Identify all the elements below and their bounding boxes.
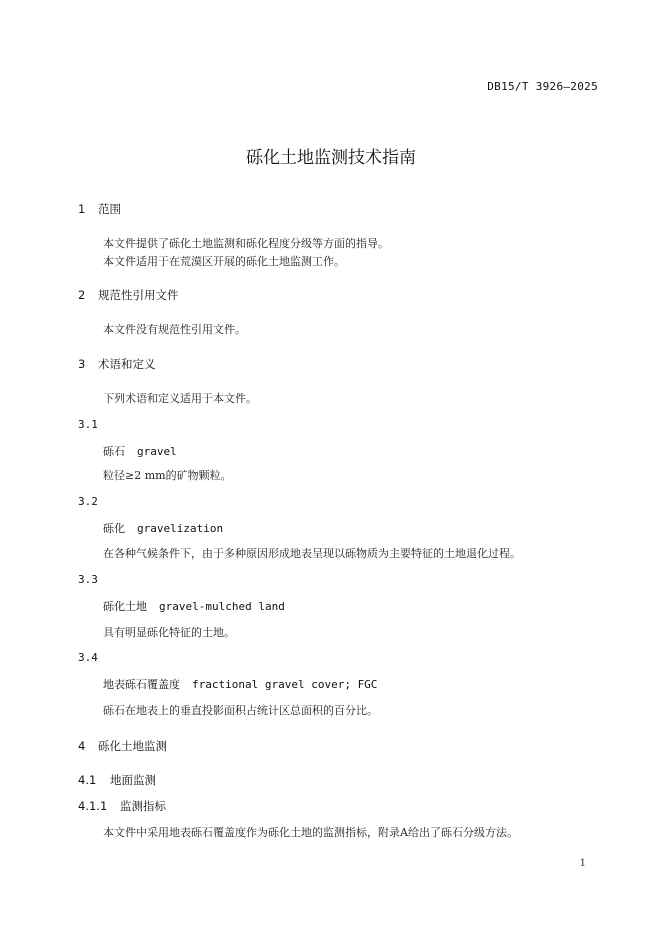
section-2-heading: [78, 287, 179, 303]
term-english: gravel: [137, 445, 177, 458]
section-1-title: 范围: [98, 202, 121, 216]
document-number: DB15/T 3926—2025: [487, 80, 598, 93]
subsection-4-1-1-number: 4.1.1: [78, 799, 108, 813]
subsection-4-1-1-heading: [78, 798, 166, 814]
document-title: 砾化土地监测技术指南: [246, 148, 416, 168]
section-4-heading: [78, 738, 167, 754]
term-definition: 在各种气候条件下，由于多种原因形成地表呈现以砾物质为主要特征的土地退化过程。: [103, 547, 521, 560]
section-3-heading: [78, 356, 156, 372]
term-number: 3.4: [78, 651, 98, 664]
term-chinese: 砾化土地: [103, 600, 147, 613]
subsection-4-1-title: 地面监测: [110, 773, 156, 787]
subsection-4-1-heading: [78, 772, 156, 788]
section-1-paragraph-2: 本文件适用于在荒漠区开展的砾化土地监测工作。: [103, 255, 345, 268]
section-3-title: 术语和定义: [98, 357, 156, 371]
section-2-paragraph-1: 本文件没有规范性引用文件。: [103, 323, 246, 336]
term-number: 3.2: [78, 495, 98, 508]
section-3-paragraph-1: 下列术语和定义适用于本文件。: [103, 392, 257, 405]
section-2-number: 2: [78, 288, 86, 302]
term-definition: 具有明显砾化特征的土地。: [103, 626, 235, 639]
term-number: 3.1: [78, 418, 98, 431]
term-english: fractional gravel cover; FGC: [192, 678, 378, 691]
term-entry: [103, 598, 285, 614]
subsection-4-1-1-paragraph-1: 本文件中采用地表砾石覆盖度作为砾化土地的监测指标，附录A给出了砾石分级方法。: [103, 826, 518, 839]
term-definition: 砾石在地表上的垂直投影面积占统计区总面积的百分比。: [103, 704, 378, 717]
term-english: gravelization: [137, 522, 224, 535]
term-english: gravel-mulched land: [159, 600, 285, 613]
term-entry: [103, 520, 223, 536]
section-4-number: 4: [78, 739, 86, 753]
term-chinese: 砾化: [103, 522, 125, 535]
section-4-title: 砾化土地监测: [98, 739, 167, 753]
section-1-number: 1: [78, 202, 86, 216]
section-1-paragraph-1: 本文件提供了砾化土地监测和砾化程度分级等方面的指导。: [103, 237, 389, 250]
section-2-title: 规范性引用文件: [98, 288, 179, 302]
section-1-heading: [78, 201, 121, 217]
term-definition: 粒径≥2 mm的矿物颗粒。: [103, 469, 232, 482]
term-chinese: 地表砾石覆盖度: [103, 678, 180, 691]
subsection-4-1-1-title: 监测指标: [120, 799, 166, 813]
term-number: 3.3: [78, 573, 98, 586]
term-entry: [103, 443, 177, 459]
subsection-4-1-number: 4.1: [78, 773, 97, 787]
term-entry: [103, 676, 377, 692]
term-chinese: 砾石: [103, 445, 125, 458]
section-3-number: 3: [78, 357, 86, 371]
page-number: 1: [579, 858, 586, 869]
